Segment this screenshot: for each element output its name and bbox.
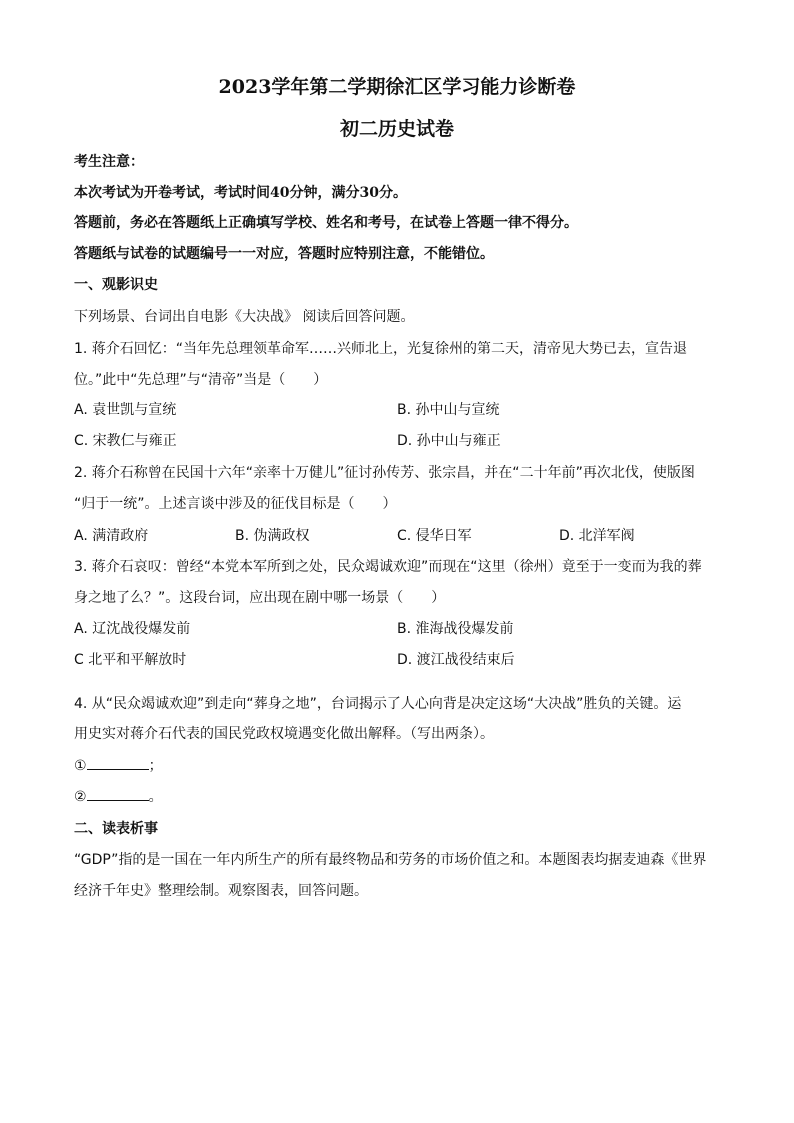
q1-option-d: D. 孙中山与雍正 — [397, 433, 501, 449]
question-2-text: 2. 蒋介石称曾在民国十六年“亲率十万健儿”征讨孙传芳、张宗昌，并在“二十年前”再次北伐，使版图 — [74, 465, 695, 481]
exam-title: 2023学年第二学期徐汇区学习能力诊断卷 — [218, 76, 576, 98]
q3-option-c: C 北平和平解放时 — [74, 652, 187, 668]
notice-heading: 考生注意： — [74, 154, 144, 170]
section-heading: 二、读表析事 — [74, 821, 158, 837]
q3-option-d: D. 渡江战役结束后 — [397, 652, 515, 668]
q1-option-a: A. 袁世凯与宣统 — [74, 402, 177, 418]
section-2-text: “GDP”指的是一国在一年内所生产的所有最终物品和劳务的市场价值之和。本题图表均据麦迪森《世界 — [74, 852, 707, 868]
q1-option-c: C. 宋教仁与雍正 — [74, 433, 177, 449]
question-1-text: 1. 蒋介石回忆：“当年先总理领革命军……兴师北上，光复徐州的第二天，清帝见大势已去，宣告退 — [74, 341, 688, 357]
answer-2-blank[interactable] — [87, 788, 149, 801]
question-3-text-cont: 身之地了么？”。这段台词，应出现在剧中哪一场景（ ） — [74, 590, 446, 606]
question-4-text: 4. 从“民众竭诚欢迎”到走向“葬身之地”，台词揭示了人心向背是决定这场“大决战”胜负的关键。运 — [74, 696, 682, 712]
notice-item: 答题前，务必在答题纸上正确填写学校、姓名和考号，在试卷上答题一律不得分。 — [74, 215, 578, 231]
question-3-text: 3. 蒋介石哀叹：曾经“本党本军所到之处，民众竭诚欢迎”而现在“这里（徐州）竟至于一变而为我的葬 — [74, 559, 702, 575]
q2-option-c: C. 侵华日军 — [397, 528, 472, 544]
q2-option-a: A. 满清政府 — [74, 528, 149, 544]
notice-item: 答题纸与试卷的试题编号一一对应，答题时应特别注意，不能错位。 — [74, 246, 494, 262]
question-2-text-cont: “归于一统”。上述言谈中涉及的征伐目标是（ ） — [74, 496, 397, 512]
question-1-text-cont: 位。”此中“先总理”与“清帝”当是（ ） — [74, 372, 328, 388]
section-2-text-cont: 经济千年史》整理绘制。观察图表，回答问题。 — [74, 883, 368, 899]
answer-1-suffix: ； — [148, 758, 163, 774]
answer-line-1 — [74, 757, 163, 775]
answer-1-prefix: ① — [74, 758, 87, 774]
q2-option-b: B. 伪满政权 — [235, 528, 310, 544]
q2-option-d: D. 北洋军阀 — [559, 528, 635, 544]
notice-item: 本次考试为开卷考试，考试时间40分钟，满分30分。 — [74, 185, 407, 201]
exam-subtitle: 初二历史试卷 — [339, 118, 454, 140]
section-intro: 下列场景、台词出自电影《大决战》 阅读后回答问题。 — [74, 309, 415, 325]
answer-1-blank[interactable] — [87, 757, 149, 770]
answer-line-2 — [74, 788, 163, 806]
answer-2-suffix: 。 — [148, 789, 163, 805]
section-heading: 一、观影识史 — [74, 277, 158, 293]
q3-option-a: A. 辽沈战役爆发前 — [74, 621, 191, 637]
answer-2-prefix: ② — [74, 789, 87, 805]
q3-option-b: B. 淮海战役爆发前 — [397, 621, 514, 637]
q1-option-b: B. 孙中山与宣统 — [397, 402, 500, 418]
question-4-text-cont: 用史实对蒋介石代表的国民党政权境遇变化做出解释。（写出两条）。 — [74, 726, 494, 742]
